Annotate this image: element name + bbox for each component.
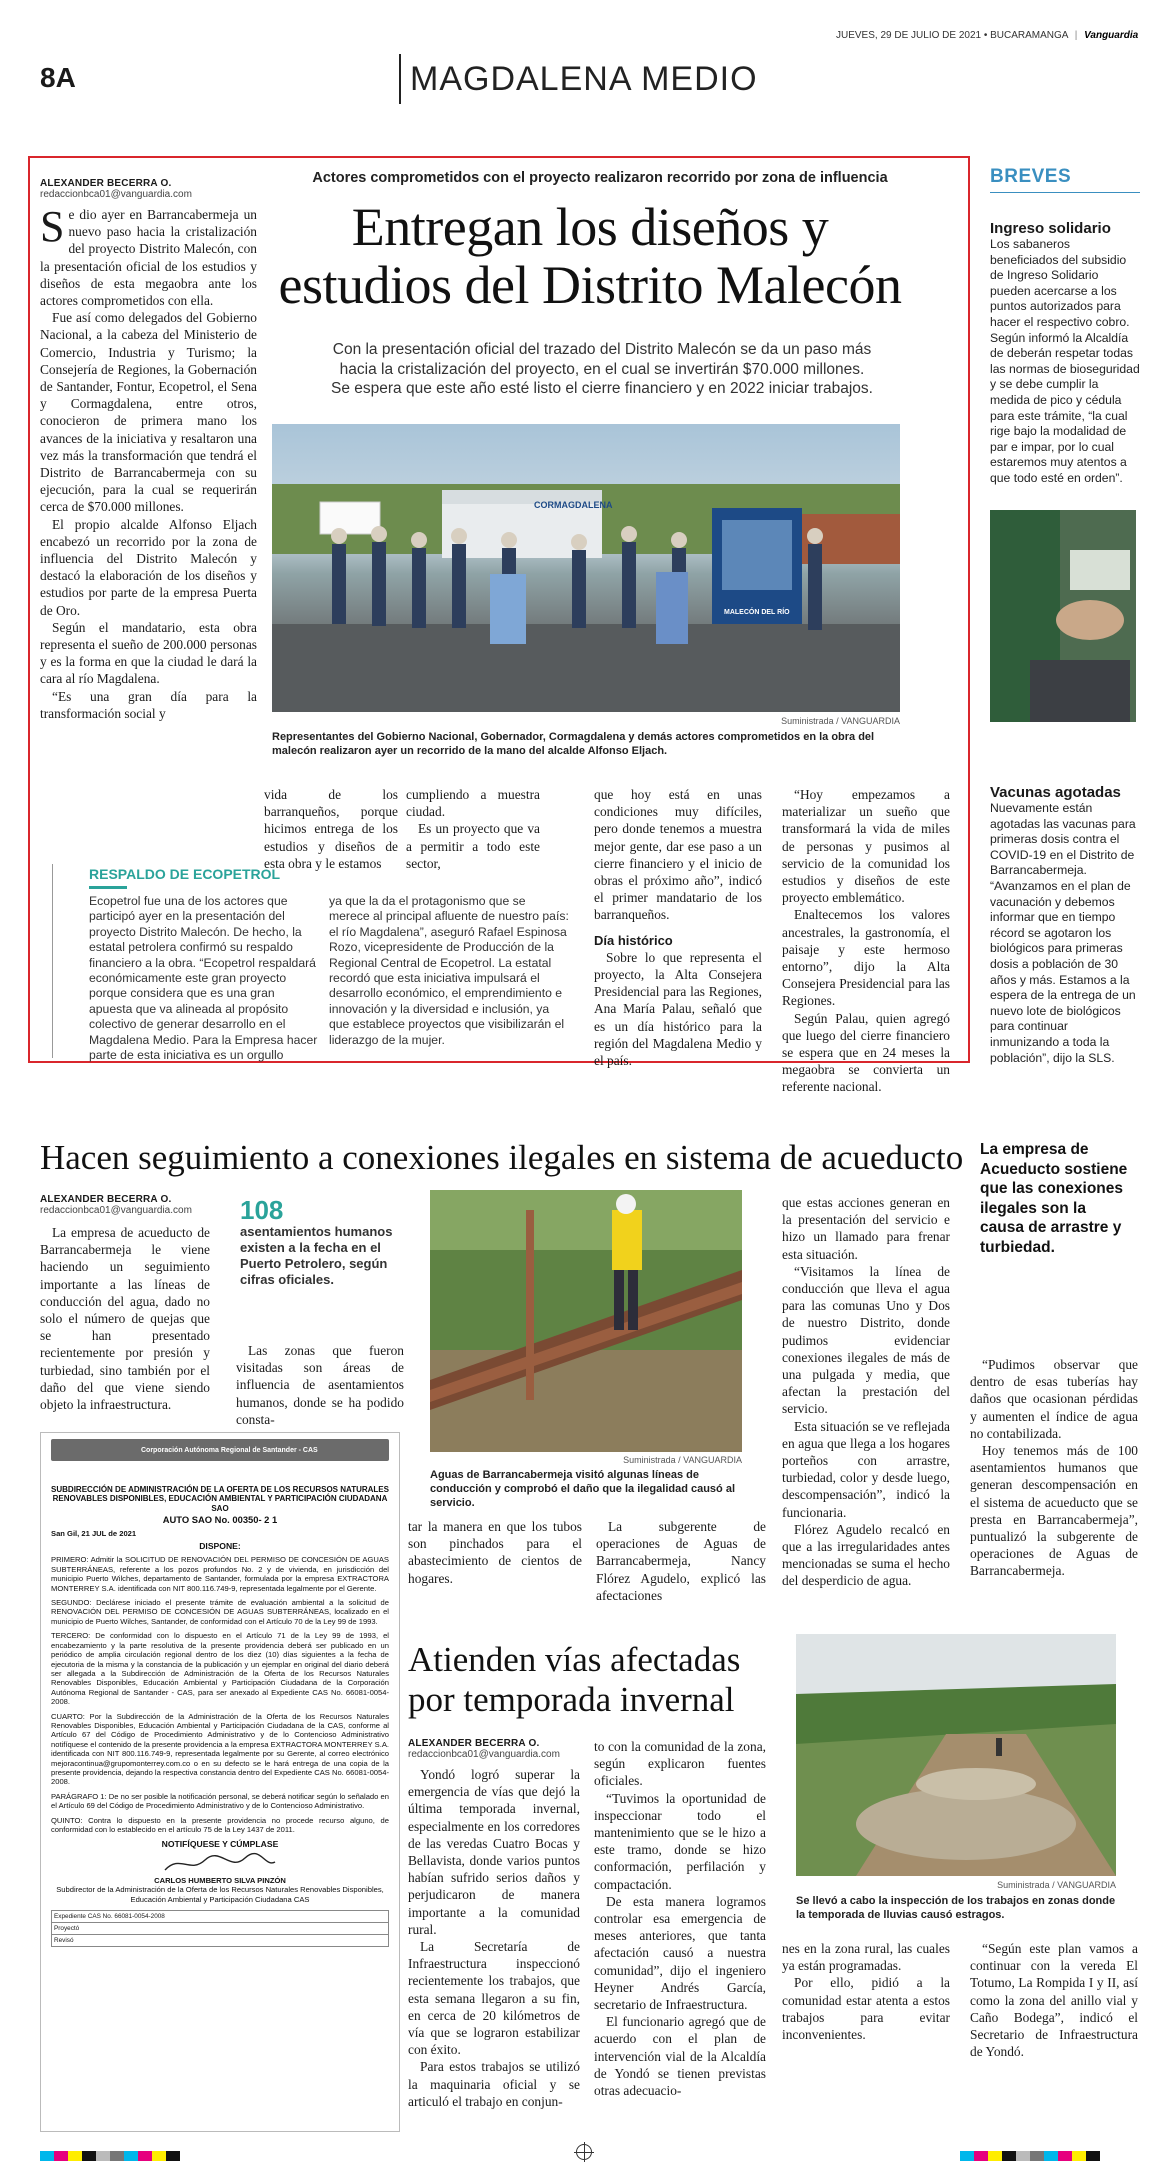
registration-mark-icon	[576, 2144, 592, 2160]
roads-photo-credit: Suministrada / VANGUARDIA	[997, 1880, 1116, 1890]
color-registration-bar-left	[40, 2148, 180, 2166]
water-byline-author: ALEXANDER BECERRA O.	[40, 1194, 172, 1205]
main-col5-p3: Según Palau, quien agregó que luego del cierre financiero se espera que en 24 meses la megaobra se convierta un referente nacional.	[782, 1010, 950, 1095]
water-photo-credit: Suministrada / VANGUARDIA	[623, 1455, 742, 1465]
roads-col3-p1: nes en la zona rural, las cuales ya están programadas.	[782, 1941, 950, 1974]
water-col-4	[970, 1356, 1138, 1580]
water-col4-p2: Hoy tenemos más de 100 asentamientos humanos que generan descompensación en el sistema de acueducto que se presta en Barrancabermeja”, puntualizó la subgerente de operaciones de Aguas de Barrancabermeja.	[970, 1443, 1138, 1579]
main-col1-p3: El propio alcalde Alfonso Eljach encabezó un recorrido por la zona de influencia del Distrito Malecón y destacó la elaboración de los diseños y estudios por parte de la empresa Puerta de Oro.	[40, 516, 257, 618]
notice-footer-row-2: Proyectó	[52, 1923, 388, 1935]
ecopetrol-box-title: RESPALDO DE ECOPETROL	[89, 866, 281, 882]
water-stat	[240, 1196, 400, 1288]
main-photo-scene	[272, 424, 900, 712]
breves-rule	[990, 192, 1140, 193]
roads-col2-p2: “Tuvimos la oportunidad de inspeccionar todo el mantenimiento que se le hizo a este tramo, donde se hizo conformación, perfilación y compactación.	[594, 1790, 766, 1892]
roads-col2-p3: De esta manera logramos controlar esa emergencia de meses anteriores, que tanta afectación causó a nuestra comunidad”, dijo el ingeniero Heyner Andrés García, secretario de Infraestructura.	[594, 1893, 766, 2013]
roads-headline	[408, 1640, 808, 1720]
notice-place-date: San Gil, 21 JUL de 2021	[51, 1528, 137, 1538]
deck-line-3: Se espera que este año esté listo el cierre financiero y en 2022 iniciar trabajos.	[331, 380, 873, 397]
breves-item-1-title: Ingreso solidario	[990, 220, 1111, 237]
dropcap: S	[40, 202, 65, 251]
water-col-1	[40, 1224, 210, 1413]
deck-line-1: Con la presentación oficial del trazado del Distrito Malecón se da un paso más	[332, 341, 872, 358]
main-col3-p1: cumpliendo a muestra ciudad.	[406, 787, 540, 820]
water-pull-quote: La empresa de Acueducto sostiene que las conexiones ilegales son la causa de arrastre y turbiedad.	[980, 1141, 1128, 1256]
main-col-5	[782, 786, 950, 1096]
roads-col2-p4: El funcionario agregó que de acuerdo con el plan de intervención vial de la Alcaldía de Yondó se tienen previstas otras adecuacio-	[594, 2014, 766, 2099]
water-below-col1: tar la manera en que los tubos son pinchados para el abastecimiento de cientos de hogares.	[408, 1519, 582, 1586]
header-date-line: JUEVES, 29 DE JULIO DE 2021 • BUCARAMANGA | Vanguardia	[836, 30, 1139, 41]
main-col1-p1: e dio ayer en Barrancabermeja un nuevo paso hacia la cristalización del proyecto Distrito Malecón, con la presentación oficial de los estudios y diseños de esta megaobra ante los actores comprometidos con ella.	[40, 207, 257, 309]
main-col5-p2: Enaltecemos los valores ancestrales, la gastronomía, el paisaje y este hermoso entorno”, dijo la Alta Consejera Presidencial para las Regiones.	[782, 907, 950, 1009]
roads-col4-p1: “Según este plan vamos a continuar con la vereda El Totumo, La Rompida I y II, así como la zona del anillo vial y Caño Bodega”, indicó el Secretario de Infraestructura de Yondó.	[970, 1941, 1138, 2060]
notice-quinto: QUINTO: Contra lo dispuesto en la presente providencia no procede recurso alguno, de conformidad con lo establecido en el artículo 75 de la Ley 1437 de 2011.	[51, 1815, 389, 1834]
roads-col3-p2: Por ello, pidió a la comunidad estar atenta a estos trabajos para evitar inconvenientes.	[782, 1975, 950, 2043]
breves-photo-scene	[990, 510, 1136, 722]
notice-footer-table	[51, 1910, 389, 1947]
ecopetrol-box	[52, 864, 580, 1063]
byline-email: redaccionbca01@vanguardia.com	[40, 189, 192, 200]
water-col3-p2: “Visitamos la línea de conducción que lleva el agua para las comunas Uno y Dos de nuestro Distrito, donde pudimos evidenciar conexiones ilegales de más de una pulgada y media, que afectan la prestación del servicio.	[782, 1263, 950, 1417]
water-byline-email: redaccionbca01@vanguardia.com	[40, 1205, 192, 1216]
breves-photo	[990, 510, 1136, 722]
color-registration-bar-right	[960, 2148, 1100, 2166]
main-byline	[40, 178, 192, 200]
breves-item-1	[990, 220, 1140, 487]
water-col2-p1: Las zonas que fueron visitadas son áreas de influencia de asentamientos humanos, donde se ha podido consta-	[236, 1343, 404, 1427]
roads-col1-p3: Para estos trabajos se utilizó la maquinaria oficial y se articuló el trabajo en conjun-	[408, 2059, 580, 2109]
main-col3-p2: Es un proyecto que va a permitir a todo este sector,	[406, 821, 540, 871]
water-col3-p4: Flórez Agudelo recalcó en que a las irregularidades antes mencionadas se suma el hecho del desperdicio de agua.	[782, 1521, 950, 1589]
water-byline	[40, 1194, 192, 1216]
water-col1-p1: La empresa de acueducto de Barrancabermeja le viene haciendo un seguimiento importante a las líneas de conducción del agua, dado no solo el número de quejas que se han presentado recientemente por presión y turbiedad, sino también por el daño del que viene siendo objeto la infraestructura.	[40, 1225, 210, 1413]
photo-board-text: MALECÓN DEL RÍO	[724, 609, 790, 616]
deck-line-2: hacia la cristalización del proyecto, en el cual se invertirán $70.000 millones.	[339, 360, 865, 378]
roads-col1-p2: La Secretaría de Infraestructura inspeccionó recientemente los trabajos, que esta semana llegaron a su fin, en cerca de 20 kilómetros de vía que se lograron estabilizar con éxito.	[408, 1939, 580, 2058]
main-col-3	[406, 786, 540, 872]
notice-cuarto: CUARTO: Por la Subdirección de la Administración de la Oferta de los Recursos Naturales Renovables Disponibles, Educación Ambiental y Participación Ciudadana de la CAS, conforme al Artículo 67 del Código de Procedimiento Administrativo y de lo Contencioso Administrativo notifíquese el contenido de la presente providencia a la empresa EXTRACTORA MONTERREY S.A. identificada con NIT 800.116.749-9, representada legalmente por su Gerente, al correo electrónico mejoracontinua@grupomonterrey.com.co o en su defecto se le hará entrega de una copia de la presente providencia, dejando la respectiva constancia dentro del Expediente CAS No. 66081-0054-2008.	[51, 1711, 389, 1787]
notice-body	[51, 1555, 389, 1834]
brand-name: Vanguardia	[1084, 30, 1139, 41]
main-subhead: Día histórico	[594, 932, 673, 948]
water-col4-p1: “Pudimos observar que dentro de esas tuberías hay daños que ocasionan pérdidas y aumenten el índice de agua no contabilizada.	[970, 1357, 1138, 1441]
ecopetrol-box-col1: Ecopetrol fue una de los actores que participó ayer en la presentación del proyecto Distrito Malecón. De hecho, la estatal petrolera confirmó su respaldo financiero a la obra. “Ecopetrol respaldará económicamente este gran proyecto porque considera que es una gran apuesta que va alineada al propósito colectivo de generar desarrollo en el Magdalena Medio. Para la Empresa hacer parte de esta iniciativa es un orgullo	[89, 894, 318, 1063]
roads-photo	[796, 1634, 1116, 1876]
notice-signer: CARLOS HUMBERTO SILVA PINZÓN	[154, 1875, 286, 1885]
roads-col-4	[970, 1940, 1138, 2060]
notice-closing: NOTIFÍQUESE Y CÚMPLASE	[161, 1839, 279, 1850]
notice-paragrafo: PARÁGRAFO 1: De no ser posible la notificación personal, se deberá notificar según lo señalado en el Artículo 69 del Código de Procedimiento Administrativo y de lo Contencioso Administrativo.	[51, 1791, 389, 1811]
ecopetrol-box-rule	[89, 886, 127, 889]
roads-col-2	[594, 1738, 766, 2099]
notice-auto: AUTO SAO No. 00350- 2 1	[162, 1514, 278, 1526]
water-photo-scene	[430, 1190, 742, 1452]
roads-photo-caption: Se llevó a cabo la inspección de los trabajos en zonas donde la temporada de lluvias causó estragos.	[796, 1895, 1116, 1921]
main-col4-p2: Sobre lo que representa el proyecto, la Alta Consejera Presidencial para las Regiones, Ana María Palau, señaló que es un día histórico para la región del Magdalena Medio y el país.	[594, 949, 762, 1069]
water-stat-text: asentamientos humanos existen a la fecha en el Puerto Petrolero, según cifras oficiales.	[240, 1224, 393, 1287]
notice-signer-role: Subdirector de la Administración de la Oferta de los Recursos Naturales Renovables Disponibles, Educación Ambiental y Participación Ciudadana CAS	[56, 1885, 384, 1904]
main-col1-p5: “Es una gran día para la transformación social y	[40, 688, 257, 721]
water-col3-p1: que estas acciones generan en la presentación del servicio e hizo un llamado para frenar esta situación.	[782, 1195, 950, 1262]
water-stat-number: 108	[240, 1195, 284, 1225]
signature-image	[160, 1852, 280, 1876]
roads-col2-p1: to con la comunidad de la zona, según explicaron fuentes oficiales.	[594, 1739, 766, 1789]
notice-segundo: SEGUNDO: Declárese iniciado el presente trámite de evaluación ambiental a la solicitud de RENOVACIÓN DEL PERMISO DE CONCESIÓN DE AGUAS SUBTERRÁNEAS, localizado en el municipio de Puerto Wilches, Santander, de conformidad con el Artículo 70 de la Ley 99 de 1993.	[51, 1598, 389, 1626]
water-col-2	[236, 1342, 404, 1428]
breves-item-1-text: Los sabaneros beneficiados del subsidio de Ingreso Solidario pueden acercarse a los puntos autorizados para hacer el respectivo cobro. Según informó la Alcaldía de deberán respetar todas las normas de bioseguridad y se debe cumplir la medida de pico y cédula para este trámite, “la cual rige bajo la modalidad de par e impar, por lo cual estaremos muy atentos a que todo esté en orden”.	[990, 237, 1140, 485]
main-col-1	[40, 202, 257, 722]
notice-title: SUBDIRECCIÓN DE ADMINISTRACIÓN DE LA OFERTA DE LOS RECURSOS NATURALES RENOVABLES DISPONIBLES, EDUCACIÓN AMBIENTAL Y PARTICIPACIÓN CIUDADANA SAO	[51, 1485, 389, 1513]
main-photo	[272, 424, 900, 712]
page-number: 8A	[40, 62, 76, 93]
water-below-2	[596, 1518, 766, 1604]
water-col3-p3: Esta situación se ve reflejada en agua que llega a los hogares porteños con arrastre, turbiedad, color y desde luego, descompensación”, indicó la funcionaria.	[782, 1418, 950, 1520]
main-photo-caption: Representantes del Gobierno Nacional, Gobernador, Cormagdalena y demás actores comprometidos en la obra del malecón realizaron ayer un recorrido de la mano del alcalde Alfonso Eljach.	[272, 731, 875, 757]
main-col-2	[264, 786, 398, 872]
water-headline: Hacen seguimiento a conexiones ilegales en sistema de acueducto	[40, 1138, 964, 1177]
byline-author: ALEXANDER BECERRA O.	[40, 178, 172, 189]
notice-banner	[51, 1439, 389, 1461]
headline-line-1: Entregan los diseños y	[351, 197, 829, 257]
ecopetrol-box-col2: ya que la da el protagonismo que se merece al principal afluente de nuestro país: el río Magdalena”, aseguró Rafael Espinosa Rozo, vicepresidente de Producción de la Regional Central de Ecopetrol. La estatal recordó que esta iniciativa impulsará el desarrollo económico, el emprendimiento e innovación y la diversidad e inclusión, ya que establece proyectos que visibilizarán el liderazgo de la mujer.	[329, 894, 569, 1047]
main-photo-credit: Suministrada / VANGUARDIA	[781, 716, 900, 726]
roads-byline-author: ALEXANDER BECERRA O.	[408, 1738, 540, 1749]
section-title: MAGDALENA MEDIO	[410, 60, 758, 98]
main-deck	[262, 340, 942, 399]
water-below-col2: La subgerente de operaciones de Aguas de Barrancabermeja, Nancy Flórez Agudelo, explicó las afectaciones	[596, 1519, 766, 1603]
headline-line-2: estudios del Distrito Malecón	[278, 255, 902, 315]
water-photo	[430, 1190, 742, 1452]
breves-item-2	[990, 784, 1140, 1066]
roads-col1-p1: Yondó logró superar la emergencia de vías que dejó la última temporada invernal, especialmente en los corredores de las veredas Cuatro Bocas y Bellavista, donde varios puntos habían sufrido serios daños y perjudicaron de manera importante a la comunidad rural.	[408, 1767, 580, 1937]
breves-item-2-title: Vacunas agotadas	[990, 784, 1121, 801]
roads-col-1	[408, 1766, 580, 2110]
notice-dispone: DISPONE:	[199, 1541, 241, 1552]
notice-footer-row-3: Revisó	[54, 1937, 74, 1945]
main-headline	[220, 198, 960, 314]
roads-headline-2: por temporada invernal	[408, 1680, 735, 1719]
breves-item-2-text: Nuevamente están agotadas las vacunas para primeras dosis contra el COVID-19 en el Distrito de Barrancabermeja. “Avanzamos en el plan de vacunación y debemos informar que en tiempo récord se agotaron los biológicos para primeras dosis a población de 30 años y más. Estamos a la espera de la entrega de un nuevo lote de biológicos para continuar inmunizando a toda la población”, dijo la SLS.	[990, 801, 1136, 1065]
roads-headline-1: Atienden vías afectadas	[408, 1640, 741, 1679]
roads-byline-email: redaccionbca01@vanguardia.com	[408, 1749, 560, 1760]
water-photo-caption: Aguas de Barrancabermeja visitó algunas líneas de conducción y comprobó el daño que la ilegalidad causó al servicio.	[430, 1469, 736, 1509]
main-col-4	[594, 786, 762, 1069]
header-divider	[399, 54, 401, 104]
main-col1-p4: Según el mandatario, esta obra representa el sueño de 200.000 personas y es la forma en que la ciudad le dará la cara al río Magdalena.	[40, 619, 257, 687]
roads-byline	[408, 1738, 560, 1760]
water-col-3	[782, 1194, 950, 1590]
legal-notice	[40, 1432, 400, 2132]
breves-label: BREVES	[990, 166, 1072, 187]
main-col2-p1: vida de los barranqueños, porque hicimos entrega de los estudios y diseños de esta obra y le estamos	[264, 787, 398, 871]
main-col4-p1: que hoy está en unas condiciones muy difíciles, pero donde tenemos a muestra mejor gente, dar ese paso a un cierre financiero y el inicio de obras el próximo año”, indicó el primer mandatario de los barranqueños.	[594, 787, 762, 923]
notice-primero: PRIMERO: Admitir la SOLICITUD DE RENOVACIÓN DEL PERMISO DE CONCESIÓN DE AGUAS SUBTERRÁNEAS, referente a los pozos profundos No. 2 y de vivienda, en jurisdicción del municipio Puerto Wilches, departamento de Santander, formulada por la empresa EXTRACTORA MONTERREY S.A. identificada con NIT 800.116.749-9, representada legalmente por el Gerente.	[51, 1555, 389, 1593]
water-below-1	[408, 1518, 582, 1587]
main-col1-p2: Fue así como delegados del Gobierno Nacional, a la cabeza del Ministerio de Comercio, Industria y Turismo; la Consejería de Regiones, la Gobernación de Santander, Fontur, Ecopetrol, el Sena y Cormagdalena, entre otros, conocieron de primera mano los avances de la iniciativa y resaltaron una vez más la transformación que tendrá el Distrito de Barrancabermeja con su ejecución, para la cual se requerirán cerca de $70.000 millones.	[40, 310, 257, 515]
notice-org: Corporación Autónoma Regional de Santander - CAS	[141, 1446, 318, 1454]
notice-footer-row-1: Expediente CAS No. 66081-0054-2008	[52, 1911, 388, 1923]
main-kicker: Actores comprometidos con el proyecto realizaron recorrido por zona de influencia	[312, 170, 888, 186]
photo-sign-text: CORMAGDALENA	[534, 500, 613, 510]
roads-col-3	[782, 1940, 950, 2043]
date-text: JUEVES, 29 DE JULIO DE 2021 • BUCARAMANGA	[836, 30, 1068, 41]
notice-tercero: TERCERO: De conformidad con lo dispuesto en el Artículo 71 de la Ley 99 de 1993, el encabezamiento y la parte resolutiva de la presente providencia deberá ser publicado en un periódico de amplia circulación regional dentro de los diez (10) días siguientes a la fecha de ejecutoria de la misma y la constancia de la publicación y un ejemplar en original del diario deberá ser allegada a la Subdirección de Administración de la Oferta de los Recursos Naturales Renovables Disponibles, Educación Ambiental y Participación Ciudadana de la Corporación Autónoma Regional de Santander - CAS, para ser anexado al Expediente CAS No. 66081-0054-2008.	[51, 1631, 389, 1707]
roads-photo-scene	[796, 1634, 1116, 1876]
main-col5-p1: “Hoy empezamos a materializar un sueño que transformará la vida de miles de personas y pusimos al servicio de la comunidad los estudios y diseños de este proyecto emblemático.	[782, 787, 950, 906]
